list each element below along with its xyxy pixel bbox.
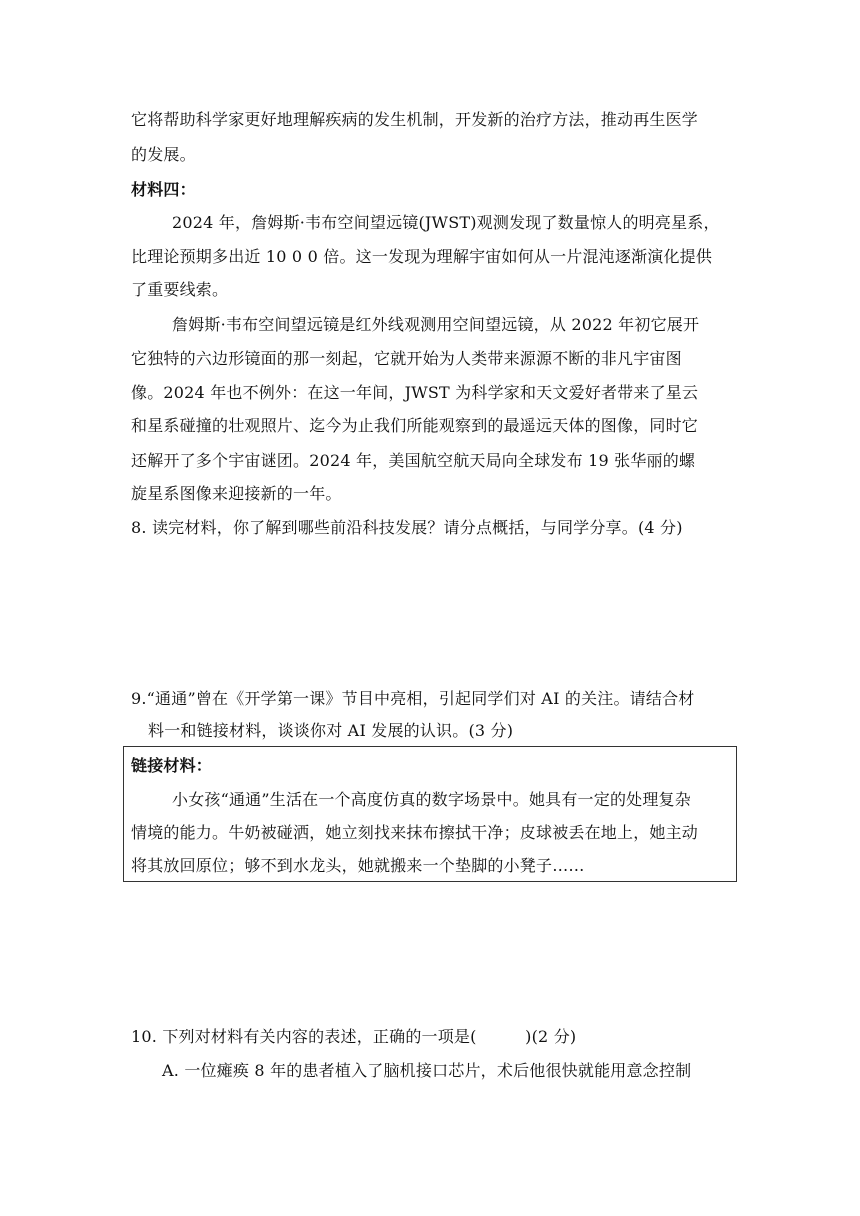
material3-line-1: 它将帮助科学家更好地理解疾病的发生机制，开发新的治疗方法，推动再生医学 — [131, 110, 699, 129]
material4-p2-line-2: 它独特的六边形镜面的那一刻起，它就开始为人类带来源源不断的非凡宇宙图 — [131, 349, 682, 368]
material4-p2-line-4: 和星系碰撞的壮观照片、迄今为止我们所能观察到的最遥远天体的图像，同时它 — [131, 416, 699, 435]
question-9-line-1: 9.“通通”曾在《开学第一课》节目中亮相，引起同学们对 AI 的关注。请结合材 — [131, 689, 695, 708]
question-8: 8. 读完材料，你了解到哪些前沿科技发展？请分点概括，与同学分享。(4 分) — [131, 518, 683, 537]
material3-line-2: 的发展。 — [131, 145, 196, 164]
material4-p2-line-3: 像。2024 年也不例外：在这一年间，JWST 为科学家和天文爱好者带来了星云 — [131, 383, 699, 402]
material4-p2-line-5: 还解开了多个宇宙谜团。2024 年，美国航空航天局向全球发布 19 张华丽的螺 — [131, 451, 696, 470]
material4-p1-line-1: 2024 年，詹姆斯·韦布空间望远镜(JWST)观测发现了数量惊人的明亮星系， — [172, 213, 720, 232]
material4-p1-line-3: 了重要线索。 — [131, 280, 229, 299]
link-material-heading: 链接材料： — [131, 756, 213, 775]
question-10-stem: 10. 下列对材料有关内容的表述，正确的一项是( )(2 分) — [131, 1027, 577, 1046]
link-material-line-3: 将其放回原位；够不到水龙头，她就搬来一个垫脚的小凳子…… — [131, 856, 585, 875]
question-10-option-a: A. 一位瘫痪 8 年的患者植入了脑机接口芯片，术后他很快就能用意念控制 — [162, 1061, 692, 1080]
question-9-line-2: 料一和链接材料，谈谈你对 AI 发展的认识。(3 分) — [148, 721, 514, 740]
material4-p1-line-2: 比理论预期多出近 10 0 0 倍。这一发现为理解宇宙如何从一片混沌逐渐演化提供 — [131, 247, 713, 266]
material4-p2-line-1: 詹姆斯·韦布空间望远镜是红外线观测用空间望远镜，从 2022 年初它展开 — [172, 315, 700, 334]
material4-p2-line-6: 旋星系图像来迎接新的一年。 — [131, 484, 342, 503]
link-material-line-2: 情境的能力。牛奶被碰洒，她立刻找来抹布擦拭干净；皮球被丢在地上，她主动 — [131, 823, 699, 842]
link-material-line-1: 小女孩“通通”生活在一个高度仿真的数字场景中。她具有一定的处理复杂 — [172, 790, 691, 809]
material4-heading: 材料四： — [131, 180, 196, 199]
